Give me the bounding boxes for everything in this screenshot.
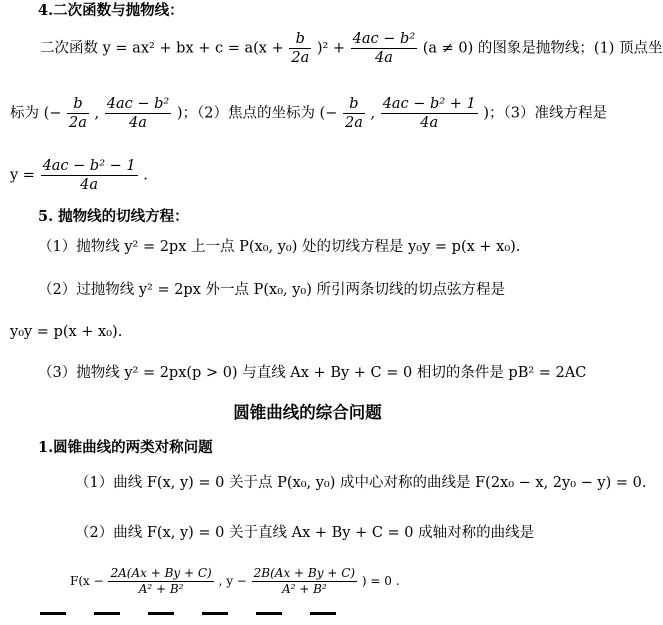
heading-symmetry: 1.圆锥曲线的两类对称问题 xyxy=(38,439,213,456)
fraction-4ac-b2-over-4a: $\frac{\text{4ac − b²}}{4a}$ xyxy=(352,31,416,67)
formula-line-quadratic: 二次函数 y = ax² + bx + c = a(x + $\frac{b}{2a}$ )² + $\frac{\text{4ac − b²}}{4a}$ (a ≠ 0) 的图象是抛物线；(1) 顶点坐 xyxy=(40,31,663,67)
symmetry-line-1: （1）曲线 F(x, y) = 0 关于点 P(x₀, y₀) 成中心对称的曲线是 F(2x₀ − x, 2y₀ − y) = 0. xyxy=(75,475,647,491)
symmetry-line-2: （2）曲线 F(x, y) = 0 关于直线 Ax + By + C = 0 成轴对称的曲线是 xyxy=(75,525,535,541)
heading-section-5: 5. 抛物线的切线方程： xyxy=(38,208,189,225)
tangent-line-1: （1）抛物线 y² = 2px 上一点 P(x₀, y₀) 处的切线方程是 y₀y = p(x + x₀). xyxy=(38,239,521,255)
fraction-b-over-2a: $\frac{b}{2a}$ xyxy=(291,31,310,67)
symmetry-formula: F(x − $\frac{2A(Ax + By + C)}{\text{A² + B²}}$ , y − $\frac{2B(Ax + By + C)}{\text{A² + B²}}$ ) = 0 . xyxy=(70,566,400,596)
cut-off-next-line xyxy=(40,606,370,616)
formula-line-directrix: y = $\frac{\text{4ac − b² − 1}}{4a}$ . xyxy=(10,158,148,194)
formula-line-vertex-focus: 标为 (− $\frac{b}{2a}$ , $\frac{\text{4ac − b²}}{4a}$ )；（2）焦点的坐标为 (− $\frac{b}{2a}$ , $\frac{\text{4ac − b² + 1}}{4a}$ )；（3）准线方程是 xyxy=(10,96,607,132)
tangent-line-2: （2）过抛物线 y² = 2px 外一点 P(x₀, y₀) 所引两条切线的切点弦方程是 xyxy=(38,282,505,298)
heading-section-4: 4.二次函数与抛物线： xyxy=(38,2,184,19)
section-title: 圆锥曲线的综合问题 xyxy=(233,403,382,422)
tangent-line-3: （3）抛物线 y² = 2px(p > 0) 与直线 Ax + By + C = 0 相切的条件是 pB² = 2AC xyxy=(38,365,587,381)
tangent-line-2-cont: y₀y = p(x + x₀). xyxy=(10,324,123,340)
